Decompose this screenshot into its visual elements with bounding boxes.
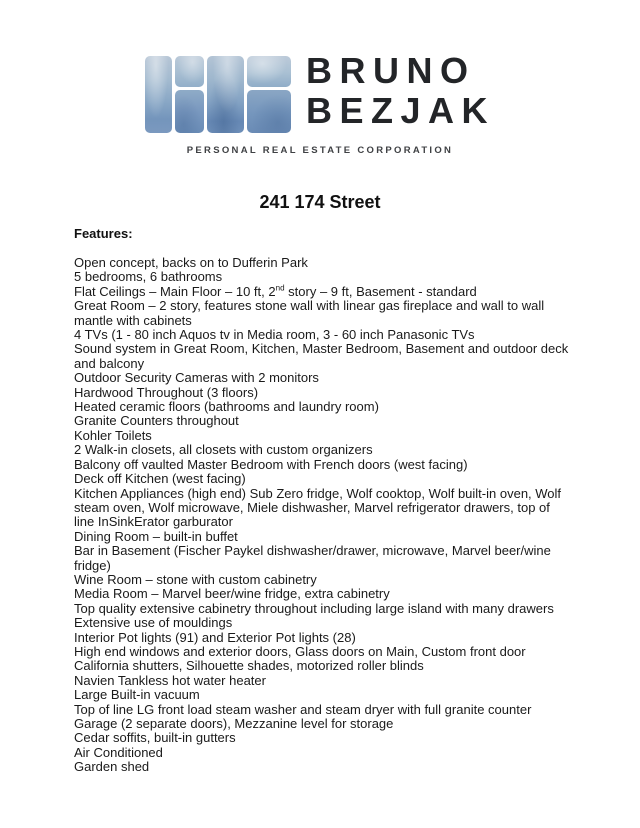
- feature-item: Great Room – 2 story, features stone wall with linear gas fireplace and wall to wall mantle with cabinets: [74, 298, 545, 328]
- feature-item: Kohler Toilets: [74, 427, 152, 443]
- features-heading: Features:: [74, 226, 133, 241]
- brand-wordmark: [306, 51, 495, 131]
- feature-item: Flat Ceilings – Main Floor – 10 ft, 2nd story – 9 ft, Basement - standard: [74, 283, 477, 299]
- feature-item: Balcony off vaulted Master Bedroom with French doors (west facing): [74, 456, 468, 472]
- logo-block-cell: [247, 90, 291, 133]
- logo-block-cell: [175, 56, 204, 87]
- feature-item: Air Conditioned: [74, 744, 163, 760]
- letterhead: [0, 50, 640, 156]
- feature-item: Heated ceramic floors (bathrooms and laundry room): [74, 399, 379, 415]
- feature-item: Open concept, backs on to Dufferin Park: [74, 255, 308, 270]
- feature-item: Top of line LG front load steam washer and steam dryer with full granite counter: [74, 701, 532, 717]
- feature-item: Large Built-in vacuum: [74, 687, 200, 703]
- brand-name-line1: BRUNO: [305, 50, 476, 91]
- logo-block-stack-right: [247, 56, 291, 133]
- feature-item: Garden shed: [74, 759, 150, 775]
- logo-block-cell: [175, 90, 204, 133]
- logo-block-tall-right: [207, 56, 244, 133]
- feature-item: Wine Room – stone with custom cabinetry: [74, 571, 317, 587]
- feature-item: Media Room – Marvel beer/wine fridge, extra cabinetry: [74, 586, 390, 602]
- feature-item: High end windows and exterior doors, Glass doors on Main, Custom front door: [74, 643, 526, 659]
- feature-item: Dining Room – built-in buffet: [74, 528, 238, 544]
- features-list: [74, 256, 571, 775]
- feature-item: Sound system in Great Room, Kitchen, Master Bedroom, Basement and outdoor deck and balcony: [74, 341, 569, 371]
- brand-tagline: PERSONAL REAL ESTATE CORPORATION: [186, 145, 454, 156]
- feature-item: Navien Tankless hot water heater: [74, 672, 266, 688]
- feature-item: Interior Pot lights (91) and Exterior Pot lights (28): [74, 629, 356, 645]
- feature-item: Bar in Basement (Fischer Paykel dishwasher/drawer, microwave, Marvel beer/wine fridge): [74, 543, 551, 573]
- feature-item: Hardwood Throughout (3 floors): [74, 384, 259, 400]
- brand-logo: [145, 50, 496, 133]
- feature-item: Cedar soffits, built-in gutters: [74, 730, 236, 746]
- logo-block-tall-left: [145, 56, 172, 133]
- property-address-title: 241 174 Street: [259, 192, 381, 212]
- feature-item: Top quality extensive cabinetry throughout including large island with many drawers: [74, 600, 554, 616]
- feature-item: California shutters, Silhouette shades, motorized roller blinds: [74, 658, 424, 674]
- feature-item: Kitchen Appliances (high end) Sub Zero fridge, Wolf cooktop, Wolf built-in oven, Wolf steam oven, Wolf microwave, Miele dishwasher, Marvel refrigerator drawers, top of line InSinkErator garburator: [74, 485, 562, 530]
- feature-item: Granite Counters throughout: [74, 413, 239, 429]
- feature-item: 5 bedrooms, 6 bathrooms: [74, 269, 223, 285]
- feature-item: Extensive use of mouldings: [74, 615, 233, 631]
- feature-item: Deck off Kitchen (west facing): [74, 471, 246, 487]
- brand-name-line2: BEZJAK: [305, 90, 496, 131]
- feature-item: Garage (2 separate doors), Mezzanine level for storage: [74, 716, 394, 731]
- bb-monogram-icon: [145, 56, 291, 133]
- feature-item: Outdoor Security Cameras with 2 monitors: [74, 370, 319, 386]
- feature-item: 4 TVs (1 - 80 inch Aquos tv in Media room, 3 - 60 inch Panasonic TVs: [74, 327, 475, 343]
- logo-block-stack-left: [175, 56, 204, 133]
- feature-item: 2 Walk-in closets, all closets with custom organizers: [74, 442, 373, 458]
- logo-block-cell: [247, 56, 291, 87]
